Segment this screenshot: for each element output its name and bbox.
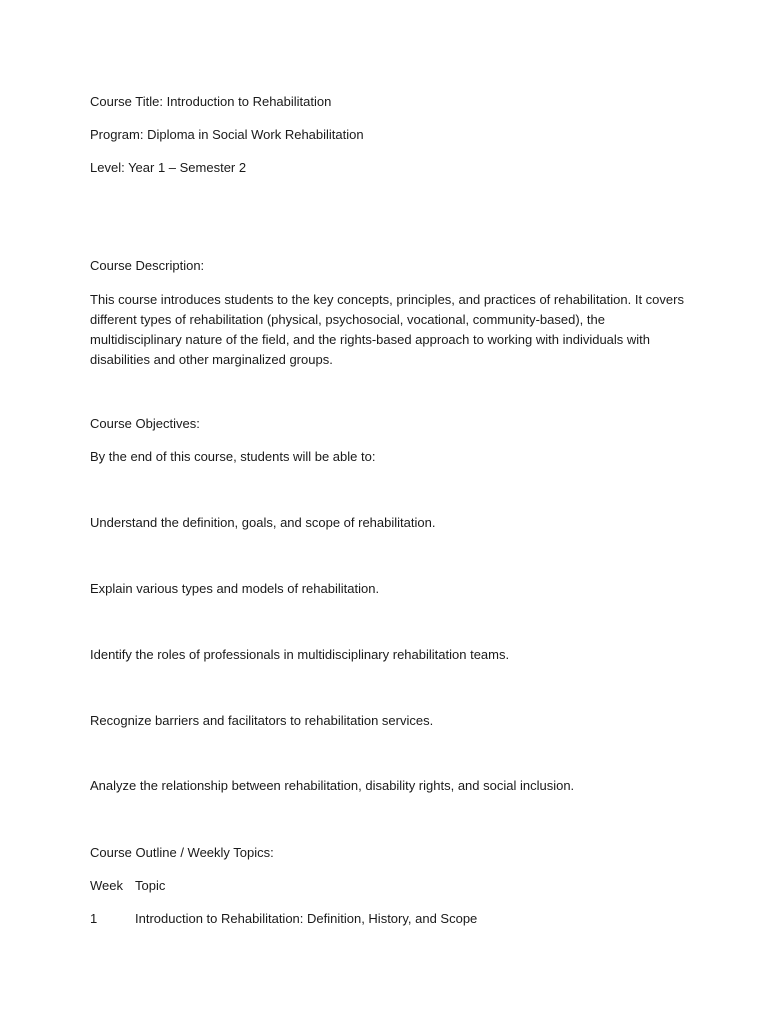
week-topic: Introduction to Rehabilitation: Definition, History, and Scope — [135, 911, 478, 926]
objectives-intro: By the end of this course, students will be able to: — [90, 449, 376, 464]
objective-item: Understand the definition, goals, and scope of rehabilitation. — [90, 515, 436, 530]
outline-heading: Course Outline / Weekly Topics: — [90, 845, 274, 860]
objective-item: Explain various types and models of rehabilitation. — [90, 581, 380, 596]
description-line: This course introduces students to the key concepts, principles, and practices of rehabilitation. It covers — [90, 292, 684, 307]
week-number: 1 — [90, 911, 98, 926]
description-line: different types of rehabilitation (physical, psychosocial, vocational, community-based), the — [90, 312, 605, 327]
description-line: multidisciplinary nature of the field, and the rights-based approach to working with individuals with — [90, 332, 651, 347]
description-line: disabilities and other marginalized groups. — [90, 352, 333, 367]
course-title: Course Title: Introduction to Rehabilitation — [90, 94, 332, 109]
level-line: Level: Year 1 – Semester 2 — [90, 160, 247, 175]
objectives-heading: Course Objectives: — [90, 416, 200, 431]
objective-item: Recognize barriers and facilitators to rehabilitation services. — [90, 713, 434, 728]
topic-column-header: Topic — [135, 878, 166, 893]
week-column-header: Week — [90, 878, 123, 893]
objective-item: Identify the roles of professionals in multidisciplinary rehabilitation teams. — [90, 647, 510, 662]
program-line: Program: Diploma in Social Work Rehabilitation — [90, 127, 364, 142]
description-heading: Course Description: — [90, 258, 205, 273]
description-paragraph — [90, 290, 684, 370]
objective-item: Analyze the relationship between rehabilitation, disability rights, and social inclusion. — [90, 778, 575, 793]
